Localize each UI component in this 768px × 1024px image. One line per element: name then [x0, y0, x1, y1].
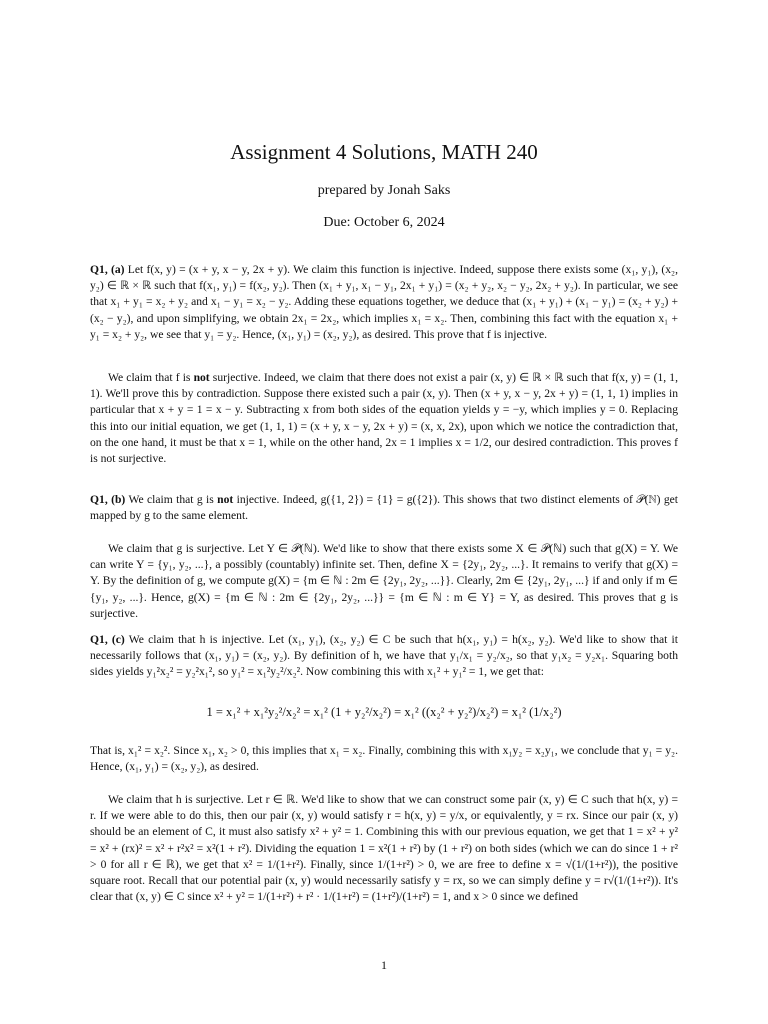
q1b-text-2: We claim that g is surjective. Let Y ∈ 𝒫(ℕ). We'd like to show that there exists some X ∈ 𝒫(ℕ) such that g(X) = Y. We can write Y = {y₁, y₂, ...}, a possibly (countably) infinite set. Then, define X = {2y₁, 2y₂, ...}. It remains to verify that g(X) = Y. By the definition of g, we compute g(X) = {m ∈ ℕ : 2m ∈ {2y₁, 2y₂, ...}}. Clearly, 2m ∈ {2y₁, 2y₁, ...} if and only if m ∈ {y₁, y₂, ...}. Hence, g(X) = {m ∈ ℕ : 2m ∈ {2y₁, 2y₂, ...}} = {m ∈ ℕ : m ∈ Y} = Y, as desired. This proves that g is surjective.	[90, 542, 678, 620]
q1c-text-1: We claim that h is injective. Let (x₁, y₁), (x₂, y₂) ∈ C be such that h(x₁, y₁) = h(x₂, y₂). We'd like to show that it necessarily follows that (x₁, y₁) = (x₂, y₂). By definition of h, we have that y₁/x₁ = y₂/x₂, so that y₁x₂ = y₂x₁. Squaring both sides yields y₁²x₂² = y₂²x₁², so y₁² = x₁²y₂²/x₂². Now combining this with x₁² + y₁² = 1, we get that:	[90, 633, 678, 679]
q1c-paragraph-1	[90, 632, 678, 681]
q1b-paragraph-2	[90, 541, 678, 622]
document-author: prepared by Jonah Saks	[317, 183, 451, 198]
q1b-text-1-start: We claim that g is	[128, 493, 218, 506]
q1b-label: Q1, (b)	[90, 493, 126, 506]
q1a-paragraph-2	[90, 370, 678, 467]
q1b-text-1-rest: injective. Indeed, g({1, 2}) = {1} = g({2}). This shows that two distinct elements of 𝒫(ℕ) get mapped by g to the same element.	[90, 493, 678, 523]
q1b-paragraph-1	[90, 492, 678, 524]
q1c-text-2: That is, x₁² = x₂². Since x₁, x₂ > 0, this implies that x₁ = x₂. Finally, combining this with x₁y₂ = x₂y₁, we conclude that y₁ = y₂. Hence, (x₁, y₁) = (x₂, y₂), as desired.	[90, 744, 678, 774]
q1c-paragraph-3	[90, 792, 678, 905]
page-number: 1	[381, 958, 387, 972]
q1a-text-2-start: We claim that f is	[108, 371, 194, 384]
q1a-label: Q1, (a)	[90, 263, 125, 276]
q1a-text-2-bold: not	[193, 371, 210, 384]
q1c-paragraph-2	[90, 743, 678, 775]
q1a-paragraph-1	[90, 262, 678, 343]
document-title: Assignment 4 Solutions, MATH 240	[230, 140, 538, 164]
q1c-equation: 1 = x₁² + x₁²y₂²/x₂² = x₁² (1 + y₂²/x₂²) = x₁² ((x₂² + y₂²)/x₂²) = x₁² (1/x₂²)	[206, 705, 562, 719]
q1c-label: Q1, (c)	[90, 633, 125, 646]
q1a-text-2-rest: surjective. Indeed, we claim that there does not exist a pair (x, y) ∈ ℝ × ℝ such that f(x, y) = (1, 1, 1). We'll prove this by contradiction. Suppose there existed such a pair (x, y). Then (x + y, x − y, 2x + y) = (1, 1, 1) implies in particular that x + y = 1 = x − y. Subtracting x from both sides of the equation yields y = −y, which implies y = 0. Replacing this into our initial equation, we get (1, 1, 1) = (x + y, x − y, 2x + y) = (x, x, 2x), upon which we notice the contradiction that, on the one hand, it must be that x = 1, while on the other hand, 2x = 1 implies x = 1/2, our desired contradiction. This proves f is not surjective.	[90, 371, 678, 466]
q1b-text-1-bold: not	[217, 493, 234, 506]
q1a-text-1: Let f(x, y) = (x + y, x − y, 2x + y). We claim this function is injective. Indeed, suppose there exists some (x₁, y₁), (x₂, y₂) ∈ ℝ × ℝ such that f(x₁, y₁) = f(x₂, y₂). Then (x₁ + y₁, x₁ − y₁, 2x₁ + y₁) = (x₂ + y₂, x₂ − y₂, 2x₂ + y₂). In particular, we see that x₁ + y₁ = x₂ + y₂ and x₁ − y₁ = x₂ − y₂. Adding these equations together, we deduce that (x₁ + y₁) + (x₁ − y₁) = (x₂ + y₂) + (x₂ − y₂), and upon simplifying, we obtain 2x₁ = 2x₂, which implies x₁ = x₂. Then, combining this fact with the equation x₁ + y₁ = x₂ + y₂, we see that y₁ = y₂. Hence, (x₁, y₁) = (x₂, y₂), as desired. This prove that f is injective.	[90, 263, 678, 341]
due-date: Due: October 6, 2024	[323, 215, 445, 230]
q1c-text-3: We claim that h is surjective. Let r ∈ ℝ. We'd like to show that we can construct some pair (x, y) ∈ C such that h(x, y) = r. If we were able to do this, then our pair (x, y) would satisfy r = h(x, y) = y/x, or equivalently, y = rx. Since our pair (x, y) should be an element of C, it must also satisfy x² + y² = 1. Combining this with our previous equation, we get that 1 = x² + y² = x² + (rx)² = x² + r²x² = x²(1 + r²). Dividing the equation 1 = x²(1 + r²) by (1 + r²) on both sides (which we can do since 1 + r² > 0 for all r ∈ ℝ), we get that x² = 1/(1+r²). Finally, since 1/(1+r²) > 0, we are free to define x = √(1/(1+r²)), the positive square root. Recall that our potential pair (x, y) would necessarily satisfy y = rx, so we can simply define y = r√(1/(1+r²)). It's clear that (x, y) ∈ C since x² + y² = 1/(1+r²) + r² · 1/(1+r²) = (1+r²)/(1+r²) = 1, and x > 0 since we defined	[90, 793, 678, 904]
